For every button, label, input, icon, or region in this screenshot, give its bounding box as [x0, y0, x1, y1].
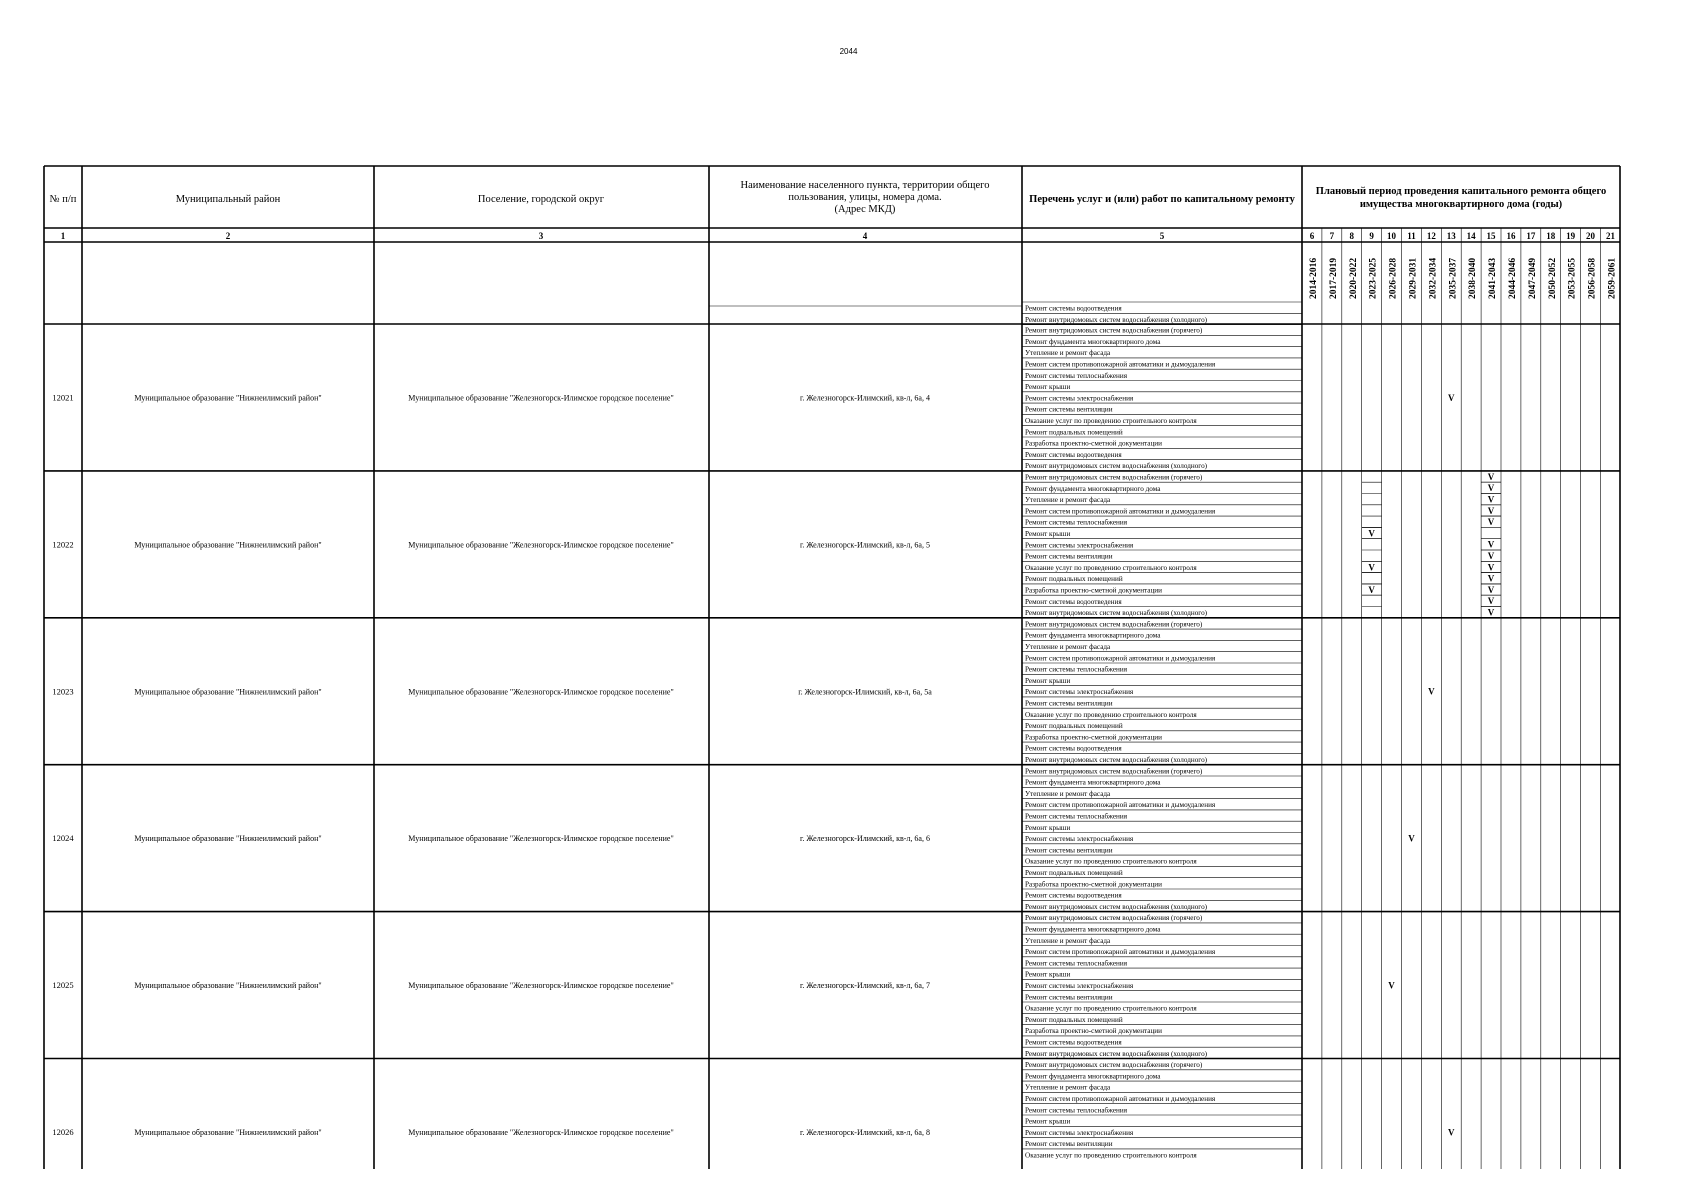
- record-settlement: Муниципальное образование "Железногорск-Илимское городское поселение": [408, 1127, 674, 1137]
- work-item: Ремонт системы водоотведения: [1025, 1038, 1122, 1047]
- record-address: г. Железногорск-Илимский, кв-л, 6а, 8: [800, 1127, 930, 1137]
- record-settlement: Муниципальное образование "Железногорск-Илимское городское поселение": [408, 393, 674, 403]
- record-number: 12025: [52, 980, 74, 991]
- work-item: Ремонт систем противопожарной автоматики и дымоудаления: [1025, 801, 1216, 810]
- period-label: 2059-2061: [1607, 257, 1618, 299]
- check-mark: V: [1408, 833, 1415, 844]
- record-district: Муниципальное образование "Нижнеилимский район": [134, 540, 322, 550]
- column-number: 9: [1369, 231, 1374, 241]
- work-item: Ремонт системы водоотведения: [1025, 597, 1122, 606]
- record-address: г. Железногорск-Илимский, кв-л, 6а, 5: [800, 540, 930, 550]
- period-label: 2038-2040: [1468, 257, 1479, 299]
- period-label: 2053-2055: [1567, 257, 1578, 299]
- period-label: 2044-2046: [1507, 257, 1518, 299]
- check-mark: V: [1368, 528, 1375, 539]
- check-mark: V: [1487, 517, 1495, 528]
- work-item: Ремонт системы водоотведения: [1025, 304, 1122, 313]
- column-number: 1: [60, 231, 66, 241]
- work-item: Ремонт внутридомовых систем водоснабжения (горячего): [1025, 473, 1203, 482]
- column-number: 19: [1566, 231, 1576, 241]
- header-col-settlement: Поселение, городской округ: [477, 194, 605, 205]
- work-item: Утепление и ремонт фасада: [1025, 1083, 1111, 1092]
- period-label: 2050-2052: [1547, 257, 1558, 299]
- work-item: Оказание услуг по проведению строительного контроля: [1025, 1004, 1197, 1013]
- period-label: 2029-2031: [1408, 257, 1419, 299]
- check-mark: V: [1487, 494, 1495, 505]
- record-number: 12024: [52, 833, 74, 844]
- check-mark: V: [1428, 686, 1435, 697]
- work-item: Разработка проектно-сметной документации: [1025, 586, 1162, 595]
- work-item: Ремонт внутридомовых систем водоснабжения (холодного): [1025, 609, 1208, 618]
- work-item: Ремонт внутридомовых систем водоснабжения (холодного): [1025, 902, 1208, 911]
- work-item: Ремонт систем противопожарной автоматики и дымоудаления: [1025, 948, 1216, 957]
- work-item: Ремонт системы электроснабжения: [1025, 835, 1134, 844]
- column-number: 6: [1309, 231, 1315, 241]
- column-number: 13: [1446, 231, 1456, 241]
- period-label: 2032-2034: [1428, 257, 1439, 299]
- check-mark: V: [1487, 539, 1495, 550]
- record-settlement: Муниципальное образование "Железногорск-Илимское городское поселение": [408, 834, 674, 844]
- column-number: 11: [1407, 231, 1416, 241]
- period-label: 2047-2049: [1527, 257, 1538, 299]
- work-item: Утепление и ремонт фасада: [1025, 789, 1111, 798]
- work-item: Ремонт внутридомовых систем водоснабжения (горячего): [1025, 620, 1203, 629]
- record-settlement: Муниципальное образование "Железногорск-Илимское городское поселение": [408, 981, 674, 991]
- header-col-period-line: Плановый период проведения капитального ремонта общего: [1315, 186, 1607, 197]
- period-label: 2023-2025: [1368, 257, 1379, 299]
- work-item: Ремонт системы теплоснабжения: [1025, 1106, 1128, 1115]
- work-item: Ремонт системы электроснабжения: [1025, 541, 1134, 550]
- column-number: 15: [1486, 231, 1496, 241]
- work-item: Ремонт системы теплоснабжения: [1025, 665, 1128, 674]
- work-item: Разработка проектно-сметной документации: [1025, 1027, 1162, 1036]
- work-item: Ремонт крыши: [1025, 383, 1071, 392]
- period-label: 2014-2016: [1308, 257, 1319, 299]
- work-item: Ремонт внутридомовых систем водоснабжения (холодного): [1025, 315, 1208, 324]
- header-col-address-line: (Адрес МКД): [834, 204, 896, 215]
- record-district: Муниципальное образование "Нижнеилимский район": [134, 981, 322, 991]
- work-item: Ремонт системы электроснабжения: [1025, 688, 1134, 697]
- work-item: Ремонт внутридомовых систем водоснабжения (холодного): [1025, 462, 1208, 471]
- header-col-period-line: имущества многоквартирного дома (годы): [1359, 199, 1563, 210]
- work-item: Ремонт крыши: [1025, 1117, 1071, 1126]
- record-address: г. Железногорск-Илимский, кв-л, 6а, 7: [800, 981, 930, 991]
- check-mark: V: [1487, 471, 1495, 482]
- header-col-works: Перечень услуг и (или) работ по капитальному ремонту: [1029, 194, 1295, 205]
- period-label: 2020-2022: [1348, 257, 1359, 299]
- record-district: Муниципальное образование "Нижнеилимский район": [134, 1127, 322, 1137]
- work-item: Ремонт фундамента многоквартирного дома: [1025, 1072, 1161, 1081]
- work-item: Ремонт систем противопожарной автоматики и дымоудаления: [1025, 1095, 1216, 1103]
- check-mark: V: [1487, 505, 1495, 516]
- work-item: Ремонт внутридомовых систем водоснабжения (холодного): [1025, 756, 1208, 764]
- work-item: Ремонт системы вентиляции: [1025, 846, 1113, 855]
- work-item: Ремонт системы водоотведения: [1025, 891, 1122, 900]
- check-mark: V: [1487, 562, 1495, 573]
- check-mark: V: [1368, 584, 1375, 595]
- work-item: Разработка проектно-сметной документации: [1025, 439, 1162, 448]
- work-item: Ремонт системы теплоснабжения: [1025, 371, 1128, 380]
- work-item: Ремонт системы теплоснабжения: [1025, 518, 1128, 527]
- check-mark: V: [1487, 483, 1495, 494]
- work-item: Ремонт системы теплоснабжения: [1025, 812, 1128, 821]
- work-item: Ремонт системы электроснабжения: [1025, 982, 1134, 990]
- record-number: 12022: [52, 539, 74, 550]
- record-number: 12026: [52, 1126, 74, 1137]
- column-number: 8: [1349, 231, 1354, 241]
- header-col-number: № п/п: [49, 194, 77, 205]
- work-item: Ремонт системы водоотведения: [1025, 744, 1122, 753]
- work-item: Ремонт системы вентиляции: [1025, 993, 1113, 1002]
- work-item: Ремонт внутридомовых систем водоснабжения (горячего): [1025, 326, 1203, 335]
- work-item: Ремонт внутридомовых систем водоснабжения (горячего): [1025, 914, 1203, 923]
- record-settlement: Муниципальное образование "Железногорск-Илимское городское поселение": [408, 687, 674, 697]
- check-mark: V: [1487, 573, 1495, 584]
- work-item: Ремонт системы теплоснабжения: [1025, 959, 1128, 968]
- column-number: 17: [1526, 231, 1536, 241]
- work-item: Ремонт подвальных помещений: [1025, 428, 1123, 437]
- header-col-address-line: Наименование населенного пункта, территории общего: [740, 180, 990, 191]
- check-mark: V: [1448, 1127, 1455, 1138]
- work-item: Ремонт крыши: [1025, 823, 1071, 832]
- header-col-address-line: пользования, улицы, номера дома.: [788, 192, 942, 203]
- record-district: Муниципальное образование "Нижнеилимский район": [134, 834, 322, 844]
- work-item: Ремонт внутридомовых систем водоснабжения (горячего): [1025, 767, 1203, 776]
- column-number: 18: [1546, 231, 1556, 241]
- page-number: 2044: [839, 47, 858, 56]
- period-label: 2017-2019: [1328, 257, 1339, 299]
- column-number: 16: [1506, 231, 1516, 241]
- work-item: Ремонт фундамента многоквартирного дома: [1025, 337, 1161, 346]
- record-settlement: Муниципальное образование "Железногорск-Илимское городское поселение": [408, 540, 674, 550]
- check-mark: V: [1487, 596, 1495, 607]
- period-label: 2026-2028: [1388, 257, 1399, 299]
- column-number: 12: [1426, 231, 1436, 241]
- work-item: Ремонт фундамента многоквартирного дома: [1025, 778, 1161, 787]
- work-item: Ремонт системы вентиляции: [1025, 552, 1113, 561]
- check-mark: V: [1487, 607, 1495, 618]
- column-number: 2: [225, 231, 231, 241]
- work-item: Ремонт систем противопожарной автоматики и дымоудаления: [1025, 360, 1216, 369]
- work-item: Утепление и ремонт фасада: [1025, 496, 1111, 505]
- work-item: Оказание услуг по проведению строительного контроля: [1025, 710, 1197, 719]
- column-number: 7: [1329, 231, 1335, 241]
- work-item: Разработка проектно-сметной документации: [1025, 880, 1162, 889]
- work-item: Ремонт фундамента многоквартирного дома: [1025, 484, 1161, 493]
- record-address: г. Железногорск-Илимский, кв-л, 6а, 6: [800, 834, 930, 844]
- column-number: 4: [862, 231, 868, 241]
- work-item: Оказание услуг по проведению строительного контроля: [1025, 563, 1197, 572]
- work-item: Ремонт системы вентиляции: [1025, 1140, 1113, 1149]
- check-mark: V: [1368, 562, 1375, 573]
- record-address: г. Железногорск-Илимский, кв-л, 6а, 4: [800, 393, 930, 403]
- work-item: Ремонт подвальных помещений: [1025, 1015, 1123, 1024]
- period-label: 2041-2043: [1488, 257, 1499, 299]
- record-address: г. Железногорск-Илимский, кв-л, 6а, 5а: [798, 687, 932, 697]
- work-item: Оказание услуг по проведению строительного контроля: [1025, 1151, 1197, 1160]
- work-item: Ремонт подвальных помещений: [1025, 575, 1123, 584]
- record-number: 12021: [52, 392, 74, 403]
- record-number: 12023: [52, 686, 74, 697]
- work-item: Утепление и ремонт фасада: [1025, 349, 1111, 358]
- record-district: Муниципальное образование "Нижнеилимский район": [134, 393, 322, 403]
- work-item: Оказание услуг по проведению строительного контроля: [1025, 857, 1197, 866]
- work-item: Ремонт подвальных помещений: [1025, 869, 1123, 877]
- check-mark: V: [1448, 392, 1455, 403]
- work-item: Ремонт систем противопожарной автоматики и дымоудаления: [1025, 507, 1216, 516]
- column-number: 10: [1387, 231, 1397, 241]
- period-label: 2056-2058: [1587, 257, 1598, 299]
- work-item: Разработка проектно-сметной документации: [1025, 733, 1162, 742]
- work-item: Ремонт крыши: [1025, 530, 1071, 538]
- check-mark: V: [1388, 980, 1395, 991]
- work-item: Ремонт системы электроснабжения: [1025, 394, 1134, 403]
- period-label: 2035-2037: [1448, 257, 1459, 299]
- work-item: Ремонт фундамента многоквартирного дома: [1025, 925, 1161, 934]
- column-number: 3: [538, 231, 544, 241]
- work-item: Ремонт системы вентиляции: [1025, 405, 1113, 414]
- work-item: Ремонт крыши: [1025, 970, 1071, 979]
- column-number: 21: [1605, 231, 1615, 241]
- column-number: 20: [1586, 231, 1596, 241]
- work-item: Ремонт системы водоотведения: [1025, 450, 1122, 459]
- work-item: Ремонт фундамента многоквартирного дома: [1025, 631, 1161, 640]
- work-item: Ремонт крыши: [1025, 676, 1071, 685]
- header-col-district: Муниципальный район: [175, 194, 281, 205]
- work-item: Утепление и ремонт фасада: [1025, 643, 1111, 651]
- work-item: Ремонт систем противопожарной автоматики и дымоудаления: [1025, 654, 1216, 663]
- column-number: 14: [1466, 231, 1476, 241]
- work-item: Ремонт системы электроснабжения: [1025, 1128, 1134, 1137]
- column-number: 5: [1159, 231, 1165, 241]
- check-mark: V: [1487, 584, 1495, 595]
- work-item: Ремонт подвальных помещений: [1025, 722, 1123, 731]
- work-item: Ремонт системы вентиляции: [1025, 699, 1113, 708]
- work-item: Утепление и ремонт фасада: [1025, 936, 1111, 945]
- work-item: Ремонт внутридомовых систем водоснабжения (холодного): [1025, 1049, 1208, 1058]
- work-item: Ремонт внутридомовых систем водоснабжения (горячего): [1025, 1061, 1203, 1070]
- work-item: Оказание услуг по проведению строительного контроля: [1025, 417, 1197, 425]
- record-district: Муниципальное образование "Нижнеилимский район": [134, 687, 322, 697]
- check-mark: V: [1487, 551, 1495, 561]
